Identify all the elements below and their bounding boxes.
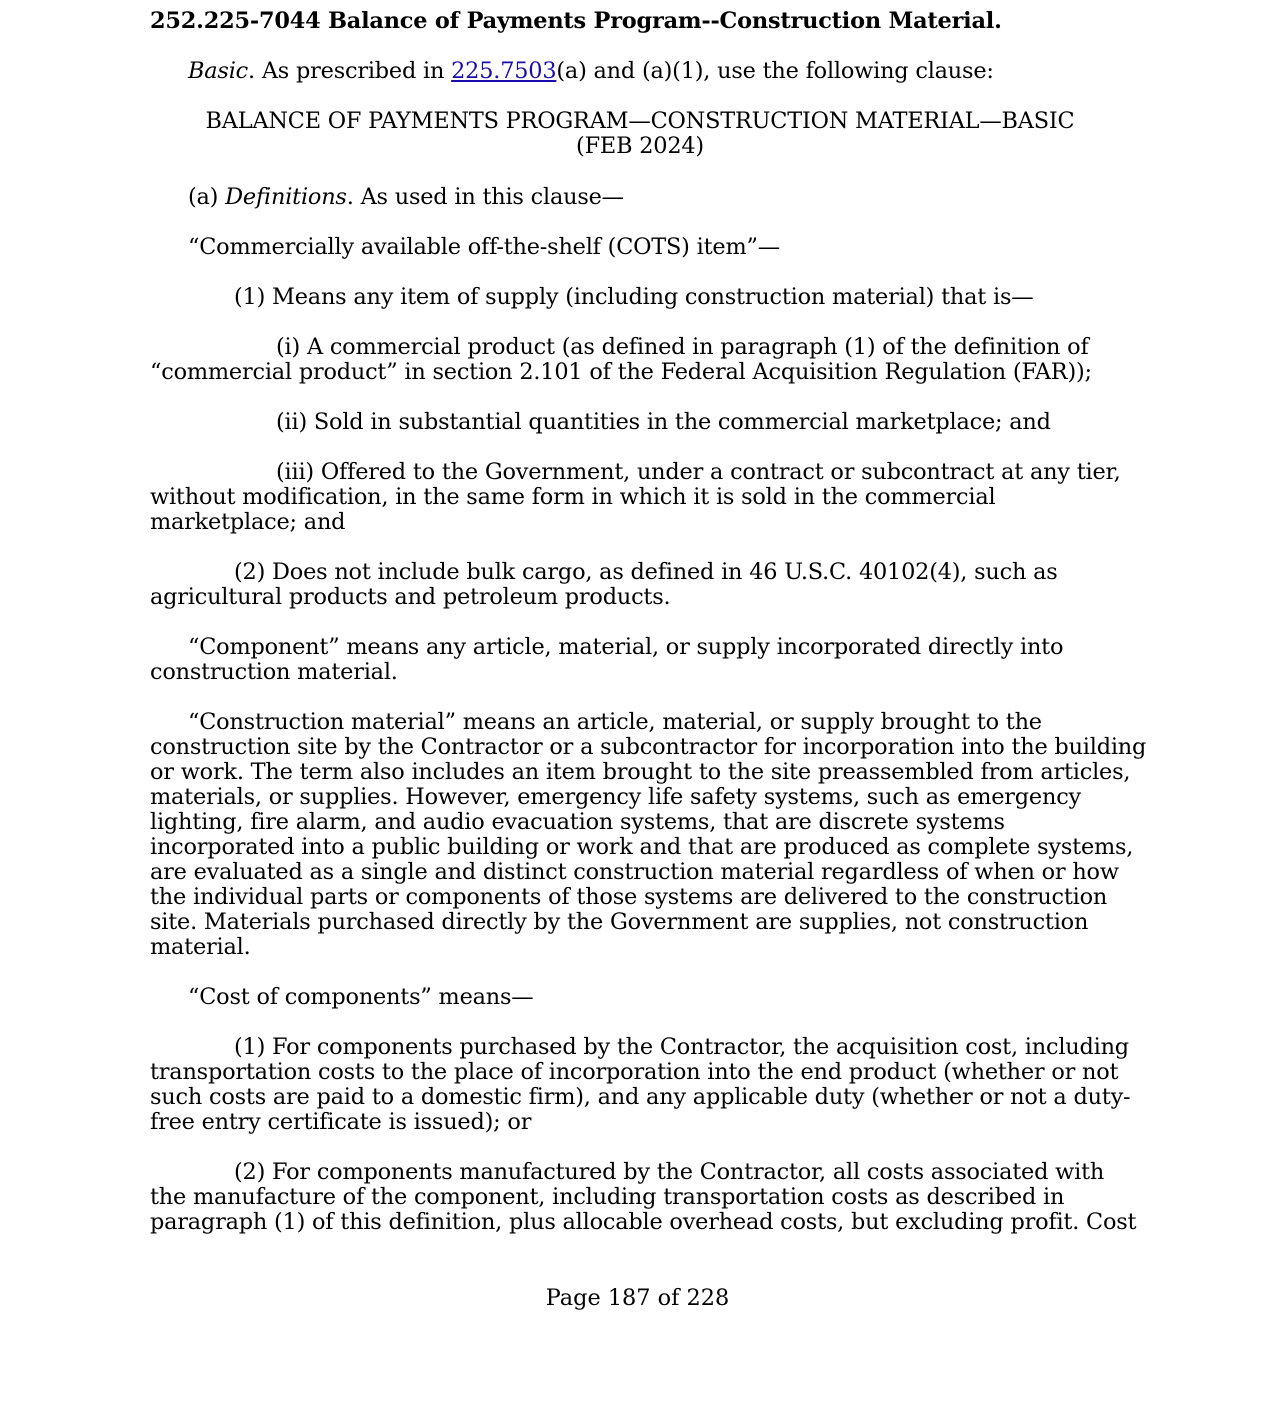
intro-pre: . As prescribed in [248,58,452,84]
text-line: “Commercially available off-the-shelf (COTS) item”— [188,234,780,260]
text-line: construction material. [150,659,398,685]
clause-title-line2: (FEB 2024) [576,133,704,159]
text-line: site. Materials purchased directly by the Government are supplies, not construction [150,909,1089,935]
text-line: the individual parts or components of those systems are delivered to the construction [150,884,1108,910]
text-line: “Cost of components” means— [188,984,534,1010]
text-line: materials, or supplies. However, emergency life safety systems, such as emergency [150,784,1081,810]
intro-post: (a) and (a)(1), use the following clause: [556,58,994,84]
text-line: (2) Does not include bulk cargo, as defined in 46 U.S.C. 40102(4), such as [234,559,1058,585]
text-line: “commercial product” in section 2.101 of the Federal Acquisition Regulation (FAR)); [150,359,1092,385]
text-line: “Component” means any article, material, or supply incorporated directly into [188,634,1064,660]
text-line: are evaluated as a single and distinct construction material regardless of when or how [150,859,1119,885]
text-line: (2) For components manufactured by the Contractor, all costs associated with [234,1159,1105,1185]
text-line: “Construction material” means an article, material, or supply brought to the [188,709,1042,735]
page-footer: Page 187 of 228 [545,1285,730,1311]
text-line: without modification, in the same form in which it is sold in the commercial [150,484,996,510]
para-a-pre: (a) [188,184,226,210]
text-line: incorporated into a public building or work and that are produced as complete systems, [150,834,1134,860]
text-line: lighting, fire alarm, and audio evacuation systems, that are discrete systems [150,809,1005,835]
text-line: paragraph (1) of this definition, plus allocable overhead costs, but excluding profit. Cost [150,1209,1137,1235]
section-heading: 252.225-7044 Balance of Payments Program--Construction Material. [150,8,1002,34]
intro-line [188,59,994,84]
paragraph-a [188,185,624,210]
text-line: the manufacture of the component, including transportation costs as described in [150,1184,1065,1210]
text-line: construction site by the Contractor or a subcontractor for incorporation into the building [150,734,1147,760]
text-line: (ii) Sold in substantial quantities in the commercial marketplace; and [276,409,1051,435]
text-line: (i) A commercial product (as defined in paragraph (1) of the definition of [276,334,1089,360]
text-line: (1) For components purchased by the Contractor, the acquisition cost, including [234,1034,1129,1060]
text-line: such costs are paid to a domestic firm), and any applicable duty (whether or not a duty- [150,1084,1131,1110]
text-line: material. [150,934,251,960]
para-a-post: . As used in this clause— [346,184,624,210]
para-a-italic: Definitions [225,184,347,210]
text-line: transportation costs to the place of incorporation into the end product (whether or not [150,1059,1119,1085]
text-line: free entry certificate is issued); or [150,1109,532,1135]
text-line: (iii) Offered to the Government, under a contract or subcontract at any tier, [276,459,1121,485]
intro-italic: Basic [188,58,248,84]
text-line: agricultural products and petroleum products. [150,584,671,610]
text-line: marketplace; and [150,509,346,535]
text-line: or work. The term also includes an item brought to the site preassembled from articles, [150,759,1131,785]
text-line: (1) Means any item of supply (including construction material) that is— [234,284,1034,310]
section-link-225-7503[interactable]: 225.7503 [451,58,557,84]
clause-title-line1: BALANCE OF PAYMENTS PROGRAM—CONSTRUCTION MATERIAL—BASIC [205,108,1075,134]
